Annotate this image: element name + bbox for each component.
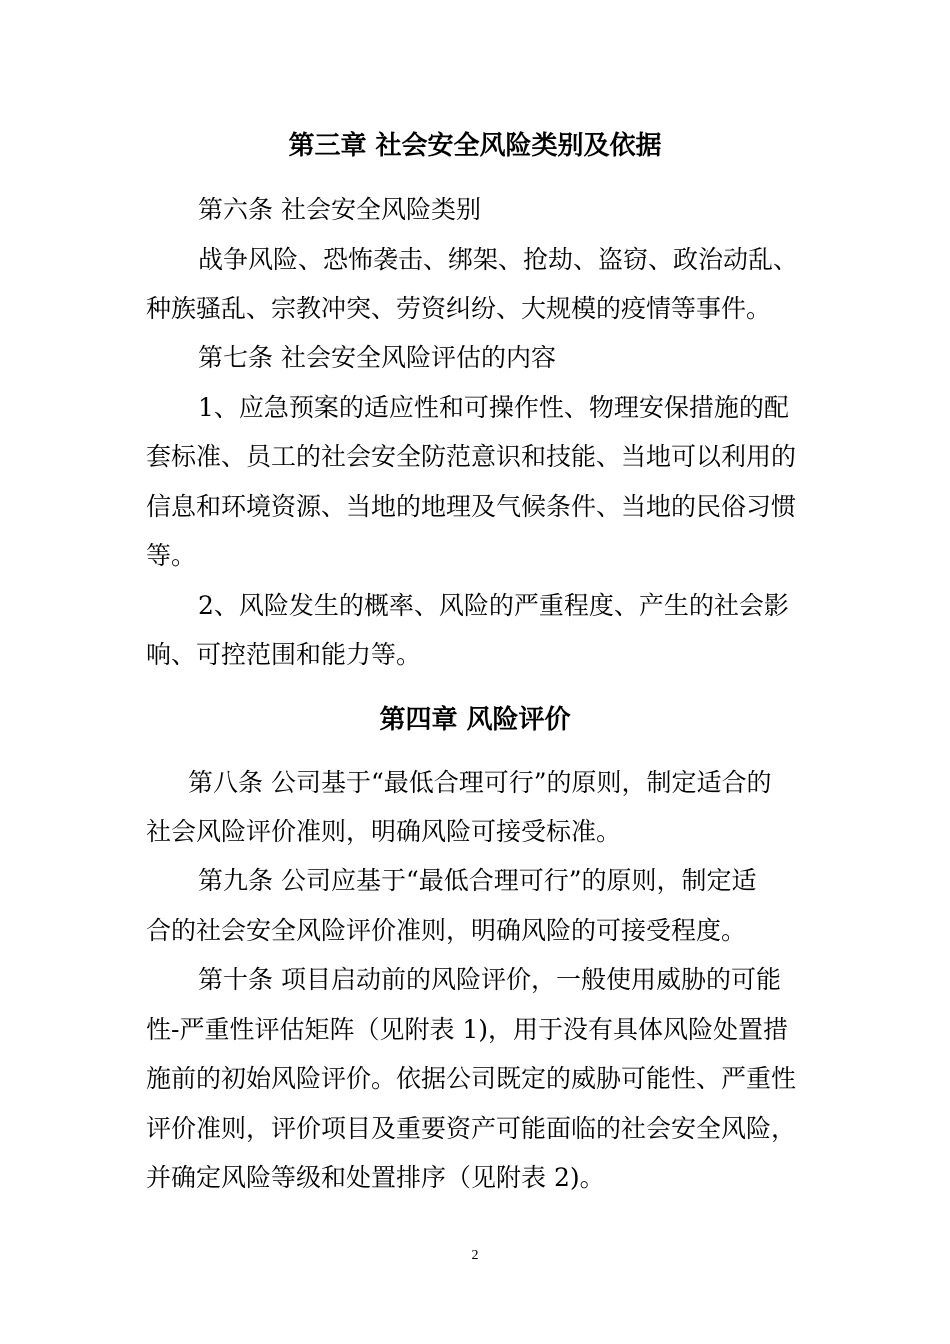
article-7-heading: 第七条 社会安全风险评估的内容 (198, 343, 556, 372)
chapter-3-heading: 第三章 社会安全风险类别及依据 (288, 131, 662, 161)
article-9-line-1: 第九条 公司应基于“最低合理可行”的原则，制定适 (198, 866, 757, 895)
article-7-item-2-line-1: 2、风险发生的概率、风险的严重程度、产生的社会影 (198, 591, 789, 620)
article-7-item-1-line-4: 等。 (146, 541, 197, 570)
article-10-line-5: 并确定风险等级和处置排序（见附表 2)。 (146, 1163, 605, 1192)
article-8-line-2: 社会风险评价准则，明确风险可接受标准。 (146, 817, 622, 846)
article-10-line-2: 性-严重性评估矩阵（见附表 1)，用于没有具体风险处置措 (146, 1015, 789, 1044)
page-number: 2 (471, 1248, 479, 1263)
article-9-line-2: 合的社会安全风险评价准则，明确风险的可接受程度。 (146, 916, 747, 945)
article-10-line-3: 施前的初始风险评价。依据公司既定的威胁可能性、严重性 (146, 1064, 797, 1093)
article-10-line-4: 评价准则，评价项目及重要资产可能面临的社会安全风险， (146, 1114, 797, 1143)
article-10-line-1: 第十条 项目启动前的风险评价，一般使用威胁的可能 (198, 965, 781, 994)
article-7-item-1-line-3: 信息和环境资源、当地的地理及气候条件、当地的民俗习惯 (146, 492, 797, 521)
chapter-4-heading: 第四章 风险评价 (379, 705, 571, 735)
article-6-heading: 第六条 社会安全风险类别 (198, 195, 481, 224)
article-7-item-1-line-1: 1、应急预案的适应性和可操作性、物理安保措施的配 (198, 393, 789, 422)
article-7-item-1-line-2: 套标准、员工的社会安全防范意识和技能、当地可以利用的 (146, 442, 797, 471)
article-6-line-2: 种族骚乱、宗教冲突、劳资纠纷、大规模的疫情等事件。 (146, 294, 772, 323)
article-8-line-1: 第八条 公司基于“最低合理可行”的原则，制定适合的 (188, 768, 772, 797)
article-7-item-2-line-2: 响、可控范围和能力等。 (146, 640, 422, 669)
article-6-line-1: 战争风险、恐怖袭击、绑架、抢劫、盗窃、政治动乱、 (198, 245, 799, 274)
